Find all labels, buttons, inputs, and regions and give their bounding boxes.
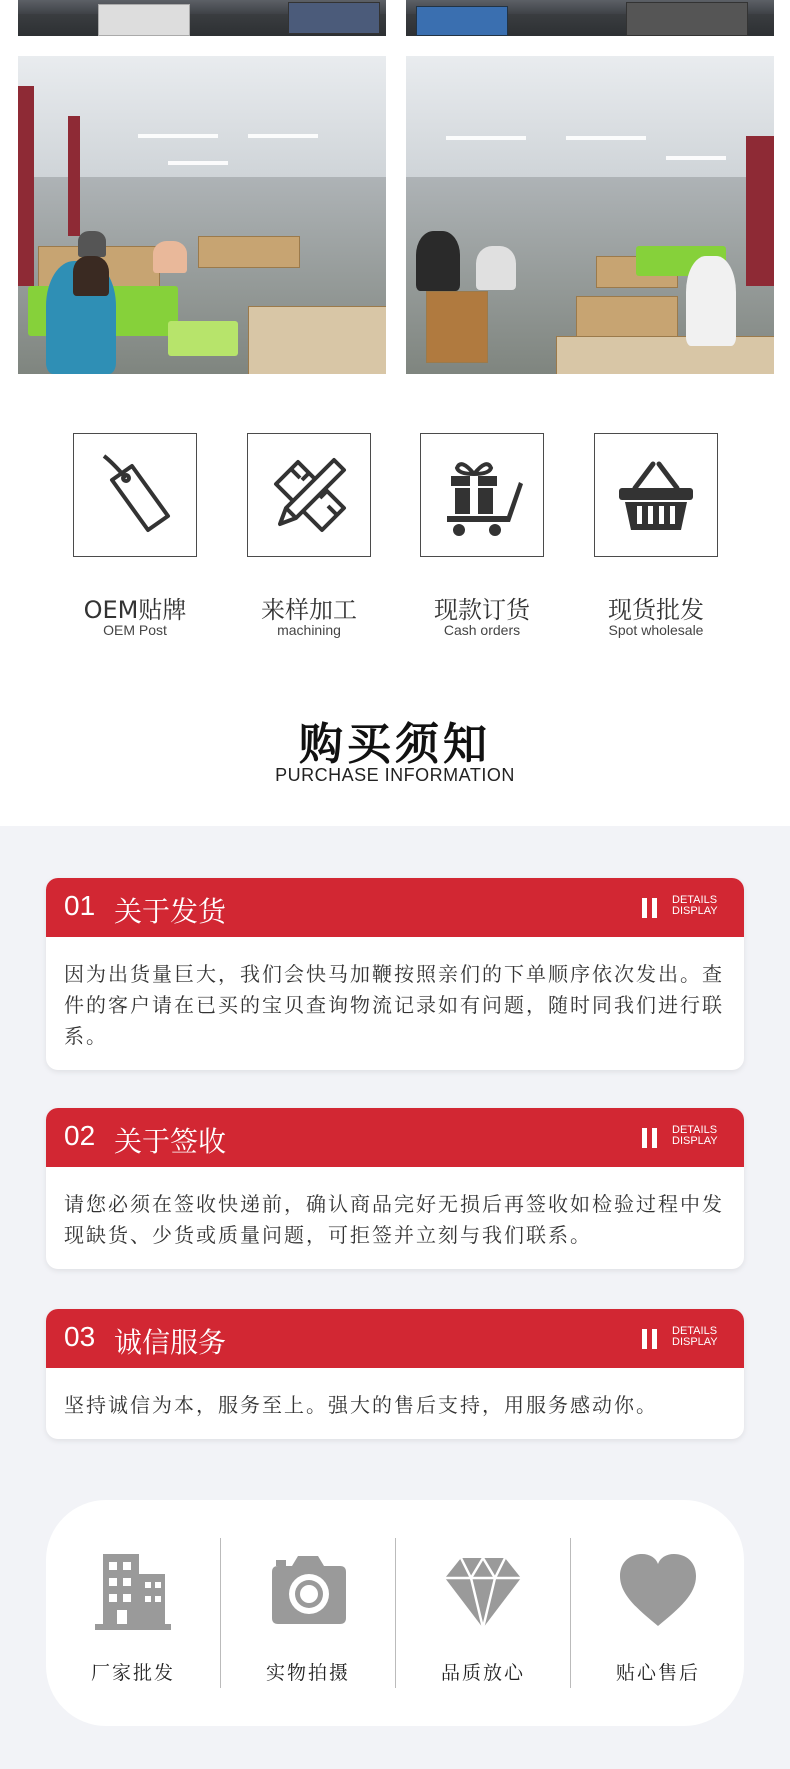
service-sublabel-machining: machining: [277, 622, 341, 638]
features-card: [46, 1500, 744, 1726]
service-label-machining: 来样加工: [261, 596, 357, 624]
pencil-ruler-icon: [266, 452, 352, 538]
info-card-number: 02: [64, 1120, 96, 1151]
info-card-number: 03: [64, 1321, 96, 1352]
info-card-body: 因为出货量巨大，我们会快马加鞭按照亲们的下单顺序依次发出。查件的客户请在已买的宝贝查询物流记录如有问题，随时同我们进行联系。: [64, 962, 724, 1048]
service-label-oem: OEM贴牌: [83, 596, 187, 624]
price-tag-icon: [92, 452, 178, 538]
purchase-info-title: 购买须知: [299, 719, 491, 770]
service-sublabel-cash-orders: Cash orders: [443, 622, 521, 638]
info-card-title: 关于发货: [114, 895, 227, 928]
camera-icon: [266, 1548, 350, 1632]
service-sublabel-spot-wholesale: Spot wholesale: [608, 622, 704, 638]
info-card-receipt: [46, 1108, 744, 1269]
feature-quality-assured[interactable]: [396, 1500, 570, 1726]
info-card-header: [46, 1108, 744, 1167]
service-label-cash-orders: 现款订货: [434, 596, 530, 624]
info-card-shipping: [46, 878, 744, 1070]
info-card-header: [46, 1309, 744, 1368]
service-card-oem[interactable]: [73, 433, 197, 557]
feature-label: 实物拍摄: [265, 1662, 350, 1684]
info-card-title: 诚信服务: [114, 1326, 227, 1359]
feature-label: 贴心售后: [615, 1662, 700, 1684]
heart-icon: [616, 1548, 700, 1632]
diamond-icon: [441, 1548, 525, 1632]
workshop-photo-left: [18, 56, 386, 374]
info-card-body: 请您必须在签收快递前，确认商品完好无损后再签收如检验过程中发现缺货、少货或质量问题，可拒签并立刻与我们联系。: [64, 1192, 724, 1247]
feature-label: 品质放心: [440, 1662, 525, 1684]
factory-building-icon: [91, 1548, 175, 1632]
service-card-machining[interactable]: [247, 433, 371, 557]
info-card-integrity: [46, 1309, 744, 1439]
feature-label: 厂家批发: [90, 1662, 175, 1684]
info-card-body: 坚持诚信为本，服务至上。强大的售后支持，用服务感动你。: [64, 1393, 658, 1417]
details-display-label: DETAILS DISPLAY: [672, 894, 718, 917]
feature-factory-wholesale[interactable]: [46, 1500, 220, 1726]
info-card-number: 01: [64, 890, 96, 921]
details-display-label: DETAILS DISPLAY: [672, 1124, 718, 1147]
service-card-cash-orders[interactable]: [420, 433, 544, 557]
info-card-header: [46, 878, 744, 937]
pause-icon: [642, 1128, 660, 1148]
info-card-title: 关于签收: [114, 1125, 227, 1158]
pause-icon: [642, 898, 660, 918]
service-card-spot-wholesale[interactable]: [594, 433, 718, 557]
purchase-info-subtitle: PURCHASE INFORMATION: [275, 765, 515, 785]
feature-after-sales[interactable]: [571, 1500, 745, 1726]
shopping-basket-icon: [613, 452, 699, 538]
service-sublabel-oem: OEM Post: [103, 622, 167, 638]
factory-photo-top-left: [18, 0, 386, 36]
workshop-photo-right: [406, 56, 774, 374]
feature-real-photos[interactable]: [221, 1500, 395, 1726]
factory-photo-top-right: [406, 0, 774, 36]
pause-icon: [642, 1329, 660, 1349]
gift-cart-icon: [439, 452, 525, 538]
service-label-spot-wholesale: 现货批发: [608, 596, 704, 624]
details-display-label: DETAILS DISPLAY: [672, 1325, 718, 1348]
